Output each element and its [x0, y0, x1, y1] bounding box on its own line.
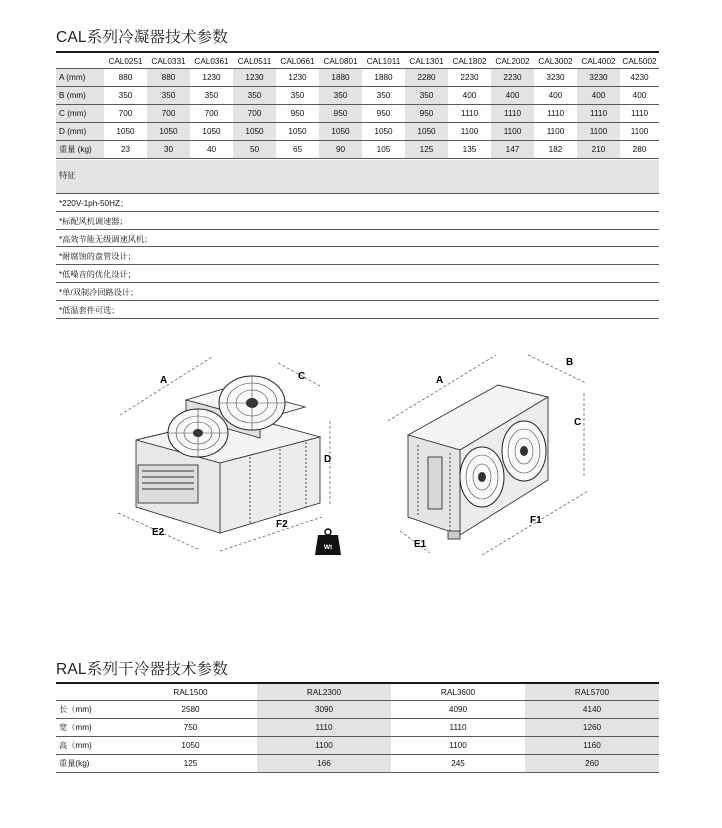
cal-cell: 2280 [405, 69, 448, 87]
cal-cell: 1050 [104, 123, 147, 141]
feature-item: *单/双制冷回路设计； [56, 283, 659, 301]
dim-label-f2: F2 [276, 519, 288, 530]
cal-cell: 30 [147, 141, 190, 159]
cal-cell: 135 [448, 141, 491, 159]
ral-row-width [56, 719, 659, 737]
cal-cell: 1230 [233, 69, 276, 87]
cal-title-rule [56, 51, 659, 53]
ral-cell: 260 [525, 755, 659, 773]
cal-cell: 700 [147, 105, 190, 123]
feature-item: *低噪音的优化设计； [56, 265, 659, 283]
ral-model-header: RAL3600 [391, 684, 525, 701]
cal-cell: 2230 [448, 69, 491, 87]
cal-cell: 350 [319, 87, 362, 105]
cal-cell: 1050 [276, 123, 319, 141]
cal-cell: 90 [319, 141, 362, 159]
cal-cell: 105 [362, 141, 405, 159]
fan-icon [219, 376, 285, 430]
cal-cell: 182 [534, 141, 577, 159]
dim-label-a: A [436, 375, 444, 386]
cal-cell: 1880 [319, 69, 362, 87]
ral-cell: 1100 [257, 737, 391, 755]
cal-cell: 700 [104, 105, 147, 123]
cal-model-header: CAL0801 [319, 55, 362, 69]
cal-cell: 280 [620, 141, 659, 159]
cal-cell: 1100 [448, 123, 491, 141]
ral-cell: 166 [257, 755, 391, 773]
cal-cell: 350 [104, 87, 147, 105]
cal-row-b [56, 87, 659, 105]
cal-cell: 147 [491, 141, 534, 159]
cal-model-header: CAL1802 [448, 55, 491, 69]
cal-row-c [56, 105, 659, 123]
dim-label-d: D [324, 454, 332, 465]
cal-cell: 1880 [362, 69, 405, 87]
ral-model-header: RAL2300 [257, 684, 391, 701]
weight-icon-label: Wt [323, 544, 333, 551]
cal-cell: 400 [448, 87, 491, 105]
cal-cell: 1110 [491, 105, 534, 123]
cal-cell: 3230 [534, 69, 577, 87]
cal-cell: 350 [147, 87, 190, 105]
cal-cell: 23 [104, 141, 147, 159]
cal-cell: 1230 [276, 69, 319, 87]
cal-row-a [56, 69, 659, 87]
cal-cell: 350 [405, 87, 448, 105]
feature-item: *低温套件可选； [56, 301, 659, 319]
ral-row-height [56, 737, 659, 755]
ral-cell: 2580 [124, 701, 257, 719]
ral-cell: 125 [124, 755, 257, 773]
ral-row-label: 长（mm) [56, 701, 124, 719]
ral-cell: 1110 [257, 719, 391, 737]
cal-cell: 1050 [319, 123, 362, 141]
cal-cell: 40 [190, 141, 233, 159]
cal-cell: 1050 [233, 123, 276, 141]
cal-cell: 400 [620, 87, 659, 105]
dim-label-c: C [298, 371, 306, 382]
cal-cell: 700 [190, 105, 233, 123]
ral-cell: 750 [124, 719, 257, 737]
cal-row-d [56, 123, 659, 141]
cal-header-row [56, 55, 659, 69]
cal-model-header: CAL0661 [276, 55, 319, 69]
cal-cell: 1100 [491, 123, 534, 141]
dim-label-e1: E1 [414, 539, 427, 550]
cal-model-header: CAL5002 [620, 55, 659, 69]
feature-item: *耐腐蚀的盘管设计； [56, 247, 659, 265]
cal-cell: 1100 [620, 123, 659, 141]
cal-cell: 1100 [534, 123, 577, 141]
dim-label-e2: E2 [152, 527, 165, 538]
cal-cell: 1100 [577, 123, 620, 141]
feature-item: *220V-1ph-50HZ； [56, 194, 659, 212]
cal-model-header: CAL4002 [577, 55, 620, 69]
ral-cell: 1050 [124, 737, 257, 755]
fan-icon [460, 447, 504, 507]
cal-cell: 350 [362, 87, 405, 105]
cal-header-corner [56, 55, 104, 69]
cal-row-weight [56, 141, 659, 159]
cal-cell: 950 [276, 105, 319, 123]
cal-cell: 50 [233, 141, 276, 159]
cal-cell: 950 [405, 105, 448, 123]
cal-cell: 400 [577, 87, 620, 105]
cal-cell: 125 [405, 141, 448, 159]
dim-label-b: B [566, 357, 574, 368]
ral-row-label: 重量(kg) [56, 755, 124, 773]
ral-cell: 1160 [525, 737, 659, 755]
cal-cell: 880 [104, 69, 147, 87]
cal-cell: 65 [276, 141, 319, 159]
cal-cell: 350 [276, 87, 319, 105]
cal-cell: 350 [233, 87, 276, 105]
cal-row-label: C (mm) [56, 105, 104, 123]
ral-row-length [56, 701, 659, 719]
cal-model-header: CAL1011 [362, 55, 405, 69]
cal-unit-diagram [100, 345, 360, 560]
dim-label-c: C [574, 417, 582, 428]
cal-model-header: CAL2002 [491, 55, 534, 69]
cal-model-header: CAL0511 [233, 55, 276, 69]
dim-label-a: A [160, 375, 168, 386]
cal-cell: 1110 [448, 105, 491, 123]
cal-cell: 1050 [362, 123, 405, 141]
cal-cell: 950 [319, 105, 362, 123]
feature-item: *高效节能无级调速风机； [56, 230, 659, 248]
cal-cell: 400 [491, 87, 534, 105]
ral-cell: 1260 [525, 719, 659, 737]
cal-cell: 1230 [190, 69, 233, 87]
features-title: 特征 [56, 160, 659, 194]
fan-icon [168, 409, 228, 457]
cal-cell: 700 [233, 105, 276, 123]
ral-cell: 4140 [525, 701, 659, 719]
ral-cell: 1110 [391, 719, 525, 737]
cal-cell: 3230 [577, 69, 620, 87]
cal-title: CAL系列冷凝器技术参数 [56, 29, 229, 46]
cal-model-header: CAL0361 [190, 55, 233, 69]
cal-cell: 350 [190, 87, 233, 105]
control-box [428, 457, 442, 509]
ral-row-label: 高（mm) [56, 737, 124, 755]
cal-row-label: A (mm) [56, 69, 104, 87]
ral-cell: 1100 [391, 737, 525, 755]
cal-spec-table [56, 55, 659, 159]
cal-cell: 880 [147, 69, 190, 87]
ral-model-header: RAL1500 [124, 684, 257, 701]
cal-cell: 4230 [620, 69, 659, 87]
cal-model-header: CAL0331 [147, 55, 190, 69]
ral-title: RAL系列干冷器技术参数 [56, 661, 229, 678]
cal-row-label: 重量 (kg) [56, 141, 104, 159]
cal-cell: 1050 [147, 123, 190, 141]
cal-cell: 1110 [534, 105, 577, 123]
ral-cell: 245 [391, 755, 525, 773]
cal-cell: 1050 [405, 123, 448, 141]
ral-spec-table [56, 684, 659, 773]
cal-model-header: CAL0251 [104, 55, 147, 69]
cal-cell: 2230 [491, 69, 534, 87]
ral-row-weight [56, 755, 659, 773]
ral-header-corner [56, 684, 124, 701]
cal-cell: 950 [362, 105, 405, 123]
cal-cell: 400 [534, 87, 577, 105]
cal-side-fan-diagram [378, 345, 618, 560]
unit-foot [448, 531, 460, 539]
cal-cell: 210 [577, 141, 620, 159]
ral-header-row [56, 684, 659, 701]
weight-icon [315, 529, 341, 555]
cal-cell: 1110 [577, 105, 620, 123]
cal-model-header: CAL3002 [534, 55, 577, 69]
feature-item: *标配风机调速器； [56, 212, 659, 230]
fan-icon [502, 421, 546, 481]
ral-cell: 4090 [391, 701, 525, 719]
ral-cell: 3090 [257, 701, 391, 719]
dim-label-f1: F1 [530, 515, 542, 526]
ral-row-label: 宽（mm) [56, 719, 124, 737]
cal-cell: 1050 [190, 123, 233, 141]
features-block [56, 160, 659, 319]
cal-cell: 1110 [620, 105, 659, 123]
cal-model-header: CAL1301 [405, 55, 448, 69]
cal-row-label: D (mm) [56, 123, 104, 141]
ral-model-header: RAL5700 [525, 684, 659, 701]
cal-row-label: B (mm) [56, 87, 104, 105]
